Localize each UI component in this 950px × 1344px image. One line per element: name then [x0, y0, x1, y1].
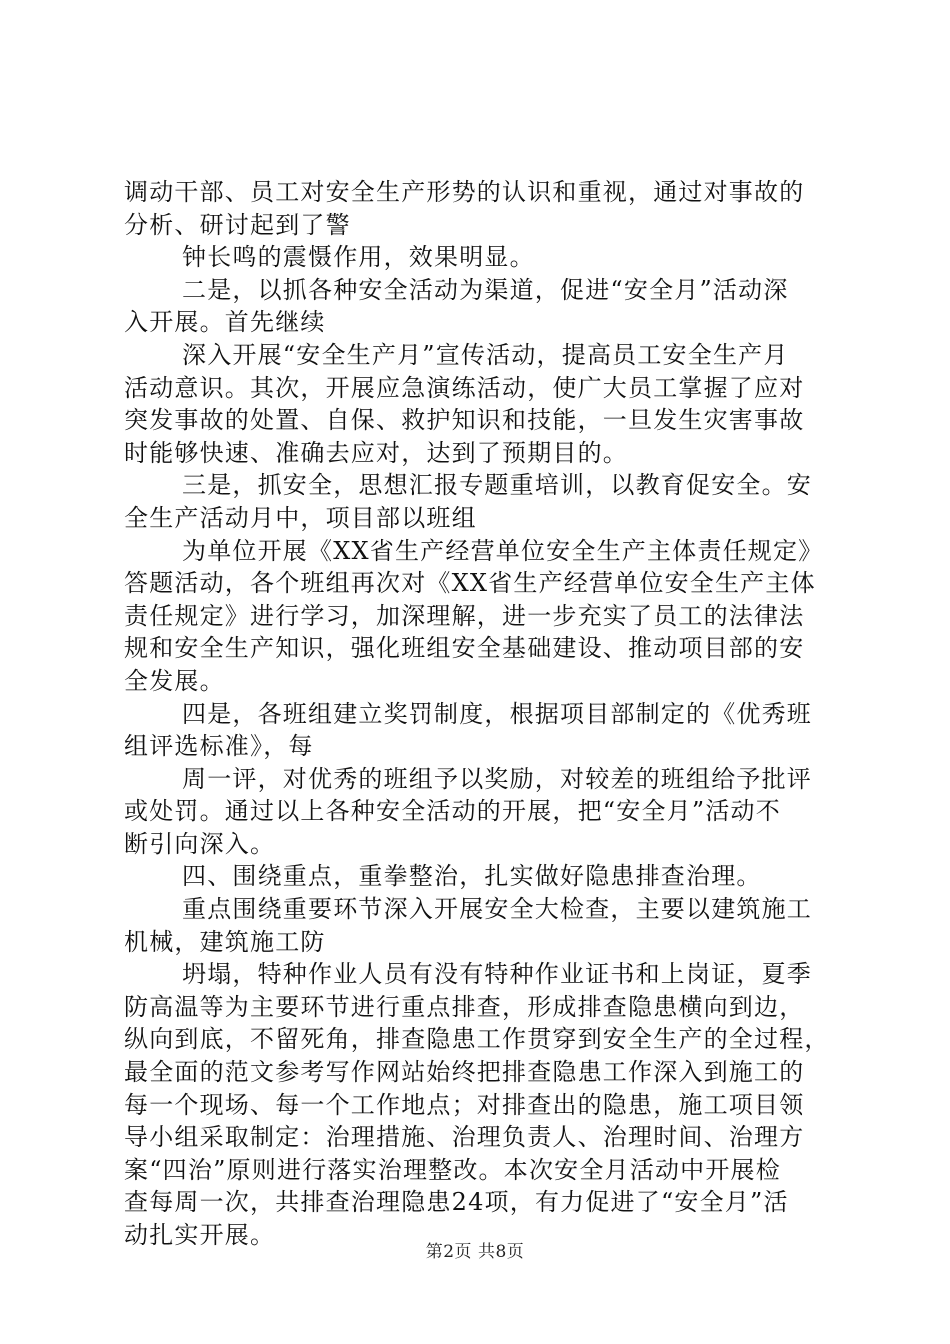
text-line: 周一评，对优秀的班组予以奖励，对较差的班组给予批评 — [182, 764, 812, 793]
text-line: 钟长鸣的震慑作用，效果明显。 — [182, 243, 535, 272]
text-line: 查每周一次，共排查治理隐患24项，有力促进了“安全月”活 — [124, 1188, 789, 1217]
text-line: 动扎实开展。 — [124, 1221, 276, 1249]
text-line: 每一个现场、每一个工作地点；对排查出的隐患，施工项目领 — [124, 1090, 805, 1119]
text-line: 坍塌，特种作业人员有没有特种作业证书和上岗证，夏季 — [182, 960, 812, 989]
text-line: 案“四治”原则进行落实治理整改。本次安全月活动中开展检 — [124, 1155, 781, 1184]
text-line: 重点围绕重要环节深入开展安全大检查，主要以建筑施工 — [182, 895, 812, 924]
text-line: 纵向到底，不留死角，排查隐患工作贯穿到安全生产的全过程， — [124, 1025, 830, 1054]
text-line: 分析、研讨起到了警 — [124, 210, 351, 239]
text-line: 组评选标准》，每 — [124, 732, 314, 761]
text-line: 入开展。首先继续 — [124, 308, 326, 337]
text-line: 四、围绕重点，重拳整治，扎实做好隐患排查治理。 — [182, 862, 762, 891]
text-line: 时能够快速、准确去应对，达到了预期目的。 — [124, 438, 628, 467]
body-text — [124, 176, 844, 1252]
text-line: 深入开展“安全生产月”宣传活动，提高员工安全生产月 — [182, 340, 789, 369]
text-line: 责任规定》进行学习，加深理解，进一步充实了员工的法律法 — [124, 601, 805, 630]
text-line: 断引向深入。 — [124, 829, 276, 858]
text-line: 突发事故的处置、自保、救护知识和技能，一旦发生灾害事故 — [124, 406, 805, 435]
page-number-footer: 第2页 共8页 — [425, 1242, 525, 1262]
text-line: 活动意识。其次，开展应急演练活动，使广大员工掌握了应对 — [124, 373, 805, 402]
text-line: 或处罚。通过以上各种安全活动的开展，把“安全月”活动不 — [124, 797, 781, 826]
text-line: 为单位开展《XX省生产经营单位安全生产主体责任规定》 — [182, 536, 824, 565]
text-line: 导小组采取制定：治理措施、治理负责人、治理时间、治理方 — [124, 1123, 805, 1152]
text-line: 防高温等为主要环节进行重点排查，形成排查隐患横向到边， — [124, 992, 805, 1021]
text-line: 全发展。 — [124, 666, 225, 695]
text-line: 答题活动，各个班组再次对《XX省生产经营单位安全生产主体 — [124, 569, 816, 598]
text-line: 全生产活动月中，项目部以班组 — [124, 503, 477, 532]
text-line: 机械，建筑施工防 — [124, 927, 326, 956]
text-line: 三是，抓安全，思想汇报专题重培训，以教育促安全。安 — [182, 471, 812, 500]
text-line: 最全面的范文参考写作网站始终把排查隐患工作深入到施工的 — [124, 1058, 805, 1087]
text-line: 四是，各班组建立奖罚制度，根据项目部制定的《优秀班 — [182, 699, 812, 728]
text-line: 规和安全生产知识，强化班组安全基础建设、推动项目部的安 — [124, 634, 805, 663]
text-line: 二是，以抓各种安全活动为渠道，促进“安全月”活动深 — [182, 275, 789, 304]
text-line: 调动干部、员工对安全生产形势的认识和重视，通过对事故的 — [124, 178, 805, 206]
